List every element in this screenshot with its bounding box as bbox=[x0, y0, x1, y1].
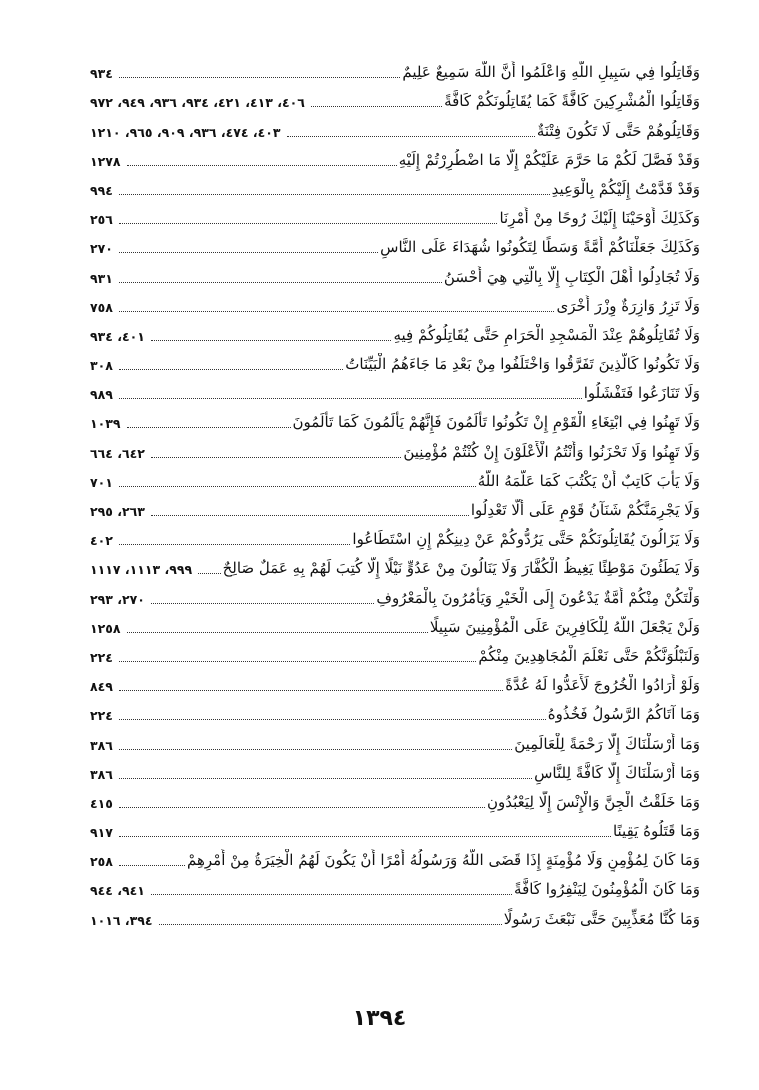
dot-leader bbox=[287, 135, 535, 137]
index-entry bbox=[90, 610, 700, 639]
verse-text: وَلْتَكُنْ مِنْكُمْ أُمَّةٌ يَدْعُونَ إِلَى الْخَيْرِ وَيَأْمُرُونَ بِالْمَعْرُوفِ bbox=[376, 588, 700, 607]
dot-leader bbox=[119, 310, 555, 312]
page-references: ٩٩٩، ١١١٣، ١١١٧ bbox=[90, 562, 193, 578]
dot-leader bbox=[151, 339, 392, 341]
page-references: ٤١٥ bbox=[90, 795, 113, 811]
index-entry bbox=[90, 84, 700, 113]
verse-text: وَمَا كَانَ الْمُؤْمِنُونَ لِيَنْفِرُوا كَافَّةً bbox=[514, 880, 700, 899]
verse-text: وَلَنْ يَجْعَلَ اللَّهُ لِلْكَافِرِينَ عَلَى الْمُؤْمِنِينَ سَبِيلًا bbox=[429, 617, 700, 636]
verse-text: وَلَنَبْلُوَنَّكُمْ حَتَّى نَعْلَمَ الْمُجَاهِدِينَ مِنْكُمْ bbox=[478, 646, 700, 665]
page-references: ٣٠٨ bbox=[90, 358, 113, 374]
page-references: ٨٤٩ bbox=[90, 679, 113, 695]
verse-text: وَلَا تُجَادِلُوا أَهْلَ الْكِتَابِ إِلَّا بِالَّتِي هِيَ أَحْسَنُ bbox=[443, 267, 700, 286]
dot-leader bbox=[119, 368, 343, 370]
dot-leader bbox=[119, 748, 512, 750]
index-entry bbox=[90, 493, 700, 522]
verse-text: وَلَا تُقَاتِلُوهُمْ عِنْدَ الْمَسْجِدِ الْحَرَامِ حَتَّى يُقَاتِلُوكُمْ فِيهِ bbox=[393, 325, 700, 344]
verse-text: وَمَا أَرْسَلْنَاكَ إِلَّا كَافَّةً لِلنَّاسِ bbox=[534, 763, 700, 782]
dot-leader bbox=[119, 543, 351, 545]
verse-text: وَكَذَلِكَ جَعَلْنَاكُمْ أُمَّةً وَسَطًا لِتَكُونُوا شُهَدَاءَ عَلَى النَّاسِ bbox=[380, 238, 700, 257]
verse-text: وَلَا تَنَازَعُوا فَتَفْشَلُوا bbox=[583, 384, 700, 403]
dot-leader bbox=[119, 281, 442, 283]
index-entry bbox=[90, 201, 700, 230]
verse-text: وَلَا يَطَئُونَ مَوْطِئًا يَغِيظُ الْكُفَّارَ وَلَا يَنَالُونَ مِنْ عَدُوٍّ نَيْلًا إِلَّا كُتِبَ لَهُمْ بِهِ عَمَلٌ صَالِحٌ bbox=[222, 559, 700, 578]
dot-leader bbox=[127, 426, 291, 428]
verse-text: وَقَدْ قَدَّمْتُ إِلَيْكُمْ بِالْوَعِيدِ bbox=[551, 179, 700, 198]
verse-text: وَلَا تَزِرُ وَازِرَةٌ وِزْرَ أُخْرَى bbox=[556, 296, 700, 315]
dot-leader bbox=[119, 835, 611, 837]
verse-text: وَقَاتِلُوهُمْ حَتَّى لَا تَكُونَ فِتْنَةٌ bbox=[536, 121, 700, 140]
dot-leader bbox=[127, 164, 397, 166]
index-entry bbox=[90, 55, 700, 84]
dot-leader bbox=[119, 193, 550, 195]
page-number: ١٣٩٤ bbox=[352, 1006, 407, 1031]
index-entry bbox=[90, 639, 700, 668]
dot-leader bbox=[119, 660, 476, 662]
page-references: ١٠٣٩ bbox=[90, 416, 121, 432]
verse-text: وَقَاتِلُوا الْمُشْرِكِينَ كَافَّةً كَمَا يُقَاتِلُونَكُمْ كَافَّةً bbox=[444, 92, 700, 111]
index-entry bbox=[90, 289, 700, 318]
dot-leader bbox=[119, 251, 378, 253]
dot-leader bbox=[119, 777, 532, 779]
verse-text: وَلَا يَزَالُونَ يُقَاتِلُونَكُمْ حَتَّى يَرُدُّوكُمْ عَنْ دِينِكُمْ إِنِ اسْتَطَاعُوا bbox=[352, 530, 700, 549]
page-references: ٩٤١، ٩٤٤ bbox=[90, 883, 145, 899]
page-references: ٣٨٦ bbox=[90, 737, 113, 753]
page-references: ٦٤٢، ٦٦٤ bbox=[90, 445, 145, 461]
page-references: ٢٧٠ bbox=[90, 241, 113, 257]
verse-text: وَكَذَلِكَ أَوْحَيْنَا إِلَيْكَ رُوحًا مِنْ أَمْرِنَا bbox=[499, 209, 700, 228]
dot-leader bbox=[127, 631, 428, 633]
page-references: ٩٩٤ bbox=[90, 182, 113, 198]
index-entry bbox=[90, 318, 700, 347]
page-references: ٩٣١ bbox=[90, 270, 113, 286]
page-references: ٤٠٣، ٤٧٤، ٩٣٦، ٩٠٩، ٩٦٥، ١٢١٠ bbox=[90, 124, 281, 140]
page-references: ١٢٥٨ bbox=[90, 620, 121, 636]
page-references: ٤٠٢ bbox=[90, 533, 113, 549]
dot-leader bbox=[151, 602, 375, 604]
dot-leader bbox=[198, 572, 220, 574]
dot-leader bbox=[159, 923, 502, 925]
index-entry bbox=[90, 756, 700, 785]
index-entry bbox=[90, 434, 700, 463]
verse-text: وَلَوْ أَرَادُوا الْخُرُوجَ لَأَعَدُّوا لَهُ عُدَّةً bbox=[505, 676, 700, 695]
index-entry bbox=[90, 843, 700, 872]
dot-leader bbox=[119, 485, 476, 487]
dot-leader bbox=[151, 514, 469, 516]
page-references: ٢٦٣، ٢٩٥ bbox=[90, 504, 145, 519]
index-entry bbox=[90, 113, 700, 142]
index-entry bbox=[90, 872, 700, 901]
verse-text: وَمَا قَتَلُوهُ يَقِينًا bbox=[612, 822, 700, 841]
index-entry bbox=[90, 376, 700, 405]
dot-leader bbox=[311, 105, 442, 107]
verse-text: وَقَدْ فَصَّلَ لَكُمْ مَا حَرَّمَ عَلَيْكُمْ إِلَّا مَا اضْطُرِرْتُمْ إِلَيْهِ bbox=[398, 150, 700, 169]
index-entry bbox=[90, 814, 700, 843]
verse-text: وَمَا أَرْسَلْنَاكَ إِلَّا رَحْمَةً لِلْعَالَمِينَ bbox=[514, 734, 700, 753]
dot-leader bbox=[119, 806, 485, 808]
page-references: ٣٨٦ bbox=[90, 766, 113, 782]
index-entry bbox=[90, 230, 700, 259]
dot-leader bbox=[119, 76, 401, 78]
dot-leader bbox=[119, 397, 582, 399]
index-entry bbox=[90, 726, 700, 755]
page-references: ٢٢٤ bbox=[90, 708, 113, 724]
index-entry bbox=[90, 551, 700, 580]
verse-index-list bbox=[90, 55, 700, 931]
page-references: ٢٢٤ bbox=[90, 649, 113, 665]
index-entry bbox=[90, 347, 700, 376]
verse-text: وَلَا تَهِنُوا وَلَا تَحْزَنُوا وَأَنْتُمُ الْأَعْلَوْنَ إِنْ كُنْتُمْ مُؤْمِنِينَ bbox=[403, 442, 700, 461]
verse-text: وَمَا كَانَ لِمُؤْمِنٍ وَلَا مُؤْمِنَةٍ إِذَا قَضَى اللَّهُ وَرَسُولُهُ أَمْرًا أَنْ يَكُونَ لَهُمُ الْخِيَرَةُ مِنْ أَمْرِهِمْ bbox=[186, 851, 700, 870]
page-references: ٤٠٦، ٤١٣، ٤٢١، ٩٣٤، ٩٣٦، ٩٤٩، ٩٧٢ bbox=[90, 95, 305, 111]
index-entry bbox=[90, 901, 700, 930]
dot-leader bbox=[119, 222, 498, 224]
dot-leader bbox=[151, 893, 512, 895]
verse-text: وَلَا تَهِنُوا فِي ابْتِغَاءِ الْقَوْمِ إِنْ تَكُونُوا تَأْلَمُونَ فَإِنَّهُمْ يَأْلَمُونَ كَمَا تَأْلَمُونَ bbox=[292, 413, 700, 432]
page-references: ٩٨٩ bbox=[90, 387, 113, 403]
page-references: ٤٠١، ٩٣٤ bbox=[90, 328, 145, 344]
index-entry bbox=[90, 259, 700, 288]
page-references: ١٢٧٨ bbox=[90, 153, 121, 169]
dot-leader bbox=[119, 864, 185, 866]
page-references: ٧٠١ bbox=[90, 474, 113, 490]
page-references: ٣٩٤، ١٠١٦ bbox=[90, 912, 153, 928]
page-references: ٩٣٤ bbox=[90, 66, 113, 82]
index-entry bbox=[90, 405, 700, 434]
index-entry bbox=[90, 697, 700, 726]
index-entry bbox=[90, 668, 700, 697]
index-entry bbox=[90, 172, 700, 201]
index-entry bbox=[90, 580, 700, 609]
page-references: ٢٥٨ bbox=[90, 854, 113, 870]
verse-text: وَلَا يَأْبَ كَاتِبٌ أَنْ يَكْتُبَ كَمَا عَلَّمَهُ اللَّهُ bbox=[477, 471, 700, 490]
page-references: ٧٥٨ bbox=[90, 299, 113, 315]
dot-leader bbox=[119, 689, 503, 691]
verse-text: وَمَا آتَاكُمُ الرَّسُولُ فَخُذُوهُ bbox=[547, 705, 700, 724]
page-references: ٢٧٠، ٢٩٣ bbox=[90, 591, 145, 607]
dot-leader bbox=[119, 718, 546, 720]
verse-text: وَقَاتِلُوا فِي سَبِيلِ اللَّهِ وَاعْلَمُوا أَنَّ اللَّهَ سَمِيعٌ عَلِيمٌ bbox=[402, 63, 700, 82]
verse-text: وَلَا يَجْرِمَنَّكُمْ شَنَآنُ قَوْمٍ عَلَى أَلَّا تَعْدِلُوا bbox=[470, 501, 700, 519]
index-entry bbox=[90, 522, 700, 551]
dot-leader bbox=[151, 456, 401, 458]
page-references: ٢٥٦ bbox=[90, 212, 113, 228]
index-entry bbox=[90, 143, 700, 172]
verse-text: وَمَا خَلَقْتُ الْجِنَّ وَالْإِنْسَ إِلَّا لِيَعْبُدُونِ bbox=[486, 792, 700, 811]
verse-text: وَلَا تَكُونُوا كَالَّذِينَ تَفَرَّقُوا وَاخْتَلَفُوا مِنْ بَعْدِ مَا جَاءَهُمُ الْبَيِّنَاتُ bbox=[345, 355, 700, 374]
index-entry bbox=[90, 785, 700, 814]
index-entry bbox=[90, 464, 700, 493]
verse-text: وَمَا كُنَّا مُعَذِّبِينَ حَتَّى نَبْعَثَ رَسُولًا bbox=[503, 909, 700, 928]
page-references: ٩١٧ bbox=[90, 825, 113, 841]
